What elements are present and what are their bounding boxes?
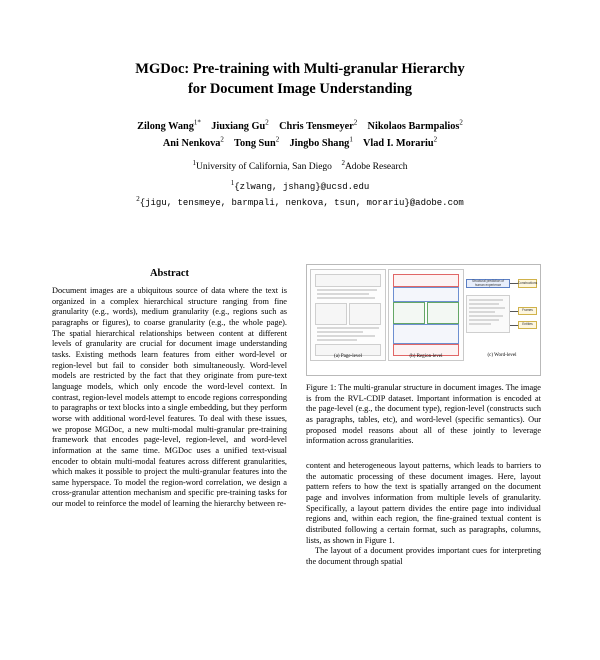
email-line-1: {zlwang, jshang}@ucsd.edu bbox=[234, 181, 370, 192]
author-8: Vlad I. Morariu$^2$ bbox=[362, 135, 438, 149]
affiliation-1: University of California, San Diego bbox=[196, 161, 332, 172]
page-title bbox=[52, 60, 548, 99]
figure-subpanel-region-level bbox=[388, 269, 464, 361]
author-7-sup: 1 bbox=[349, 135, 353, 144]
figure-subpanel-word-level bbox=[466, 269, 538, 359]
left-column bbox=[52, 260, 287, 660]
affiliations bbox=[40, 158, 560, 175]
email-2-sup: 2 bbox=[136, 195, 140, 204]
diagram-node-frames: Frames bbox=[518, 307, 537, 315]
author-2-sup: 2 bbox=[265, 118, 269, 127]
email-block bbox=[30, 178, 570, 211]
right-paragraph-1: content and heterogeneous layout patterns, which leads to barriers to the automatic processing of these document images. Here, layout pattern refers to how the text is spatially arranged on the document page and involves information from multiple levels of granularity. Specifically, a layout pattern divides the entire page into individual regions and, within each region, the fine-grained textual content is distributed following a certain format, such as paragraphs, columns, lists, as shown in Figure 1. bbox=[306, 461, 541, 545]
diagram-node-entities: Entities bbox=[518, 321, 537, 329]
title-line-2: for Document Image Understanding bbox=[187, 80, 413, 97]
figure-sublabel-b: (b) Region-level bbox=[409, 354, 443, 359]
author-4: Nikolaos Barmpalios$^2$ bbox=[367, 118, 463, 132]
paper-page bbox=[0, 60, 600, 660]
title-line-1: MGDoc: Pre-training with Multi-granular Hierarchy bbox=[135, 61, 465, 77]
affiliation-2: Adobe Research bbox=[344, 161, 408, 172]
diagram-node-structural: Structural prediction of human experience bbox=[466, 279, 510, 288]
figure-1-caption bbox=[306, 383, 541, 447]
figure-1 bbox=[306, 264, 541, 447]
right-column bbox=[306, 260, 541, 660]
right-paragraph-2: The layout of a document provides important cues for interpreting the document through spatial bbox=[306, 546, 541, 567]
figure-sublabel-a: (a) Page-level bbox=[334, 354, 362, 359]
two-column-body bbox=[0, 260, 600, 660]
author-7: Jingbo Shang$^1$ bbox=[289, 135, 353, 149]
figure-sublabel-c: (c) Word-level bbox=[487, 353, 517, 358]
author-5-sup: 2 bbox=[220, 135, 224, 144]
diagram-node-constructions: Constructions bbox=[518, 279, 537, 288]
figure-caption-text: The multi-granular structure in document images. The image is from the RVL-CDIP dataset. Important information is encoded at the page-level (e.g., the document type), region-level (constructs such as paragraphs, tables, etc), and word-level (specific semantics). Our proposed model reasons about all of these jointly to leverage information across granularities. bbox=[306, 383, 541, 446]
affiliation-2-sup: 2 bbox=[341, 158, 345, 167]
abstract-heading: Abstract bbox=[149, 268, 190, 279]
author-1: Zilong Wang$^{1*}$ bbox=[137, 118, 201, 132]
author-6: Tong Sun$^2$ bbox=[234, 135, 280, 149]
author-8-sup: 2 bbox=[433, 135, 438, 144]
author-1-sup: 1* bbox=[193, 118, 201, 127]
author-2: Jiuxiang Gu$^2$ bbox=[211, 118, 269, 132]
author-5: Ani Nenkova$^2$ bbox=[162, 135, 224, 149]
author-4-sup: 2 bbox=[459, 118, 463, 127]
affiliation-1-sup: 1 bbox=[192, 158, 197, 167]
author-6-sup: 2 bbox=[275, 135, 280, 144]
email-1-sup: 1 bbox=[230, 178, 235, 187]
author-3-sup: 2 bbox=[353, 118, 358, 127]
email-line-2: {jigu, tensmeye, barmpali, nenkova, tsun, morariu}@adobe.com bbox=[139, 198, 464, 209]
author-3: Chris Tensmeyer$^2$ bbox=[279, 118, 358, 132]
figure-caption-label: Figure 1: bbox=[306, 383, 337, 392]
abstract-paragraph: Document images are a ubiquitous source of data where the text is organized in a complex hierarchical structure ranging from fine granularity (e.g., words), medium granularity (e.g., regions such as paragraphs or figures), to coarse granularity (e.g., the whole page). The spatial hierarchical relationships between content at different levels of granularity are crucial for document image understanding tasks. Existing methods learn features from either word-level or region-level but fail to consider both simultaneously. Word-level models are restricted by the fact that they originate from pure-text language models, which only encode the word-level context. In contrast, region-level models attempt to encode regions corresponding to paragraphs or text blocks into a single embedding, but they perform worse with additional word-level features. To deal with these issues, we propose MGDoc, a new multi-modal multi-granular pre-training framework that encodes page-level, region-level, and word-level information at the same time. MGDoc uses a unified text-visual encoder to obtain multi-modal features across different granularities, which makes it possible to project the multi-granular features into the same hyperspace. To model the region-word correlation, we design a cross-granular attention mechanism and specific pre-training tasks for our model to reinforce the model of learning the hierarchy between re- bbox=[52, 286, 287, 509]
figure-1-image bbox=[306, 264, 541, 376]
figure-subpanel-page-level bbox=[310, 269, 386, 361]
author-list bbox=[40, 117, 560, 152]
